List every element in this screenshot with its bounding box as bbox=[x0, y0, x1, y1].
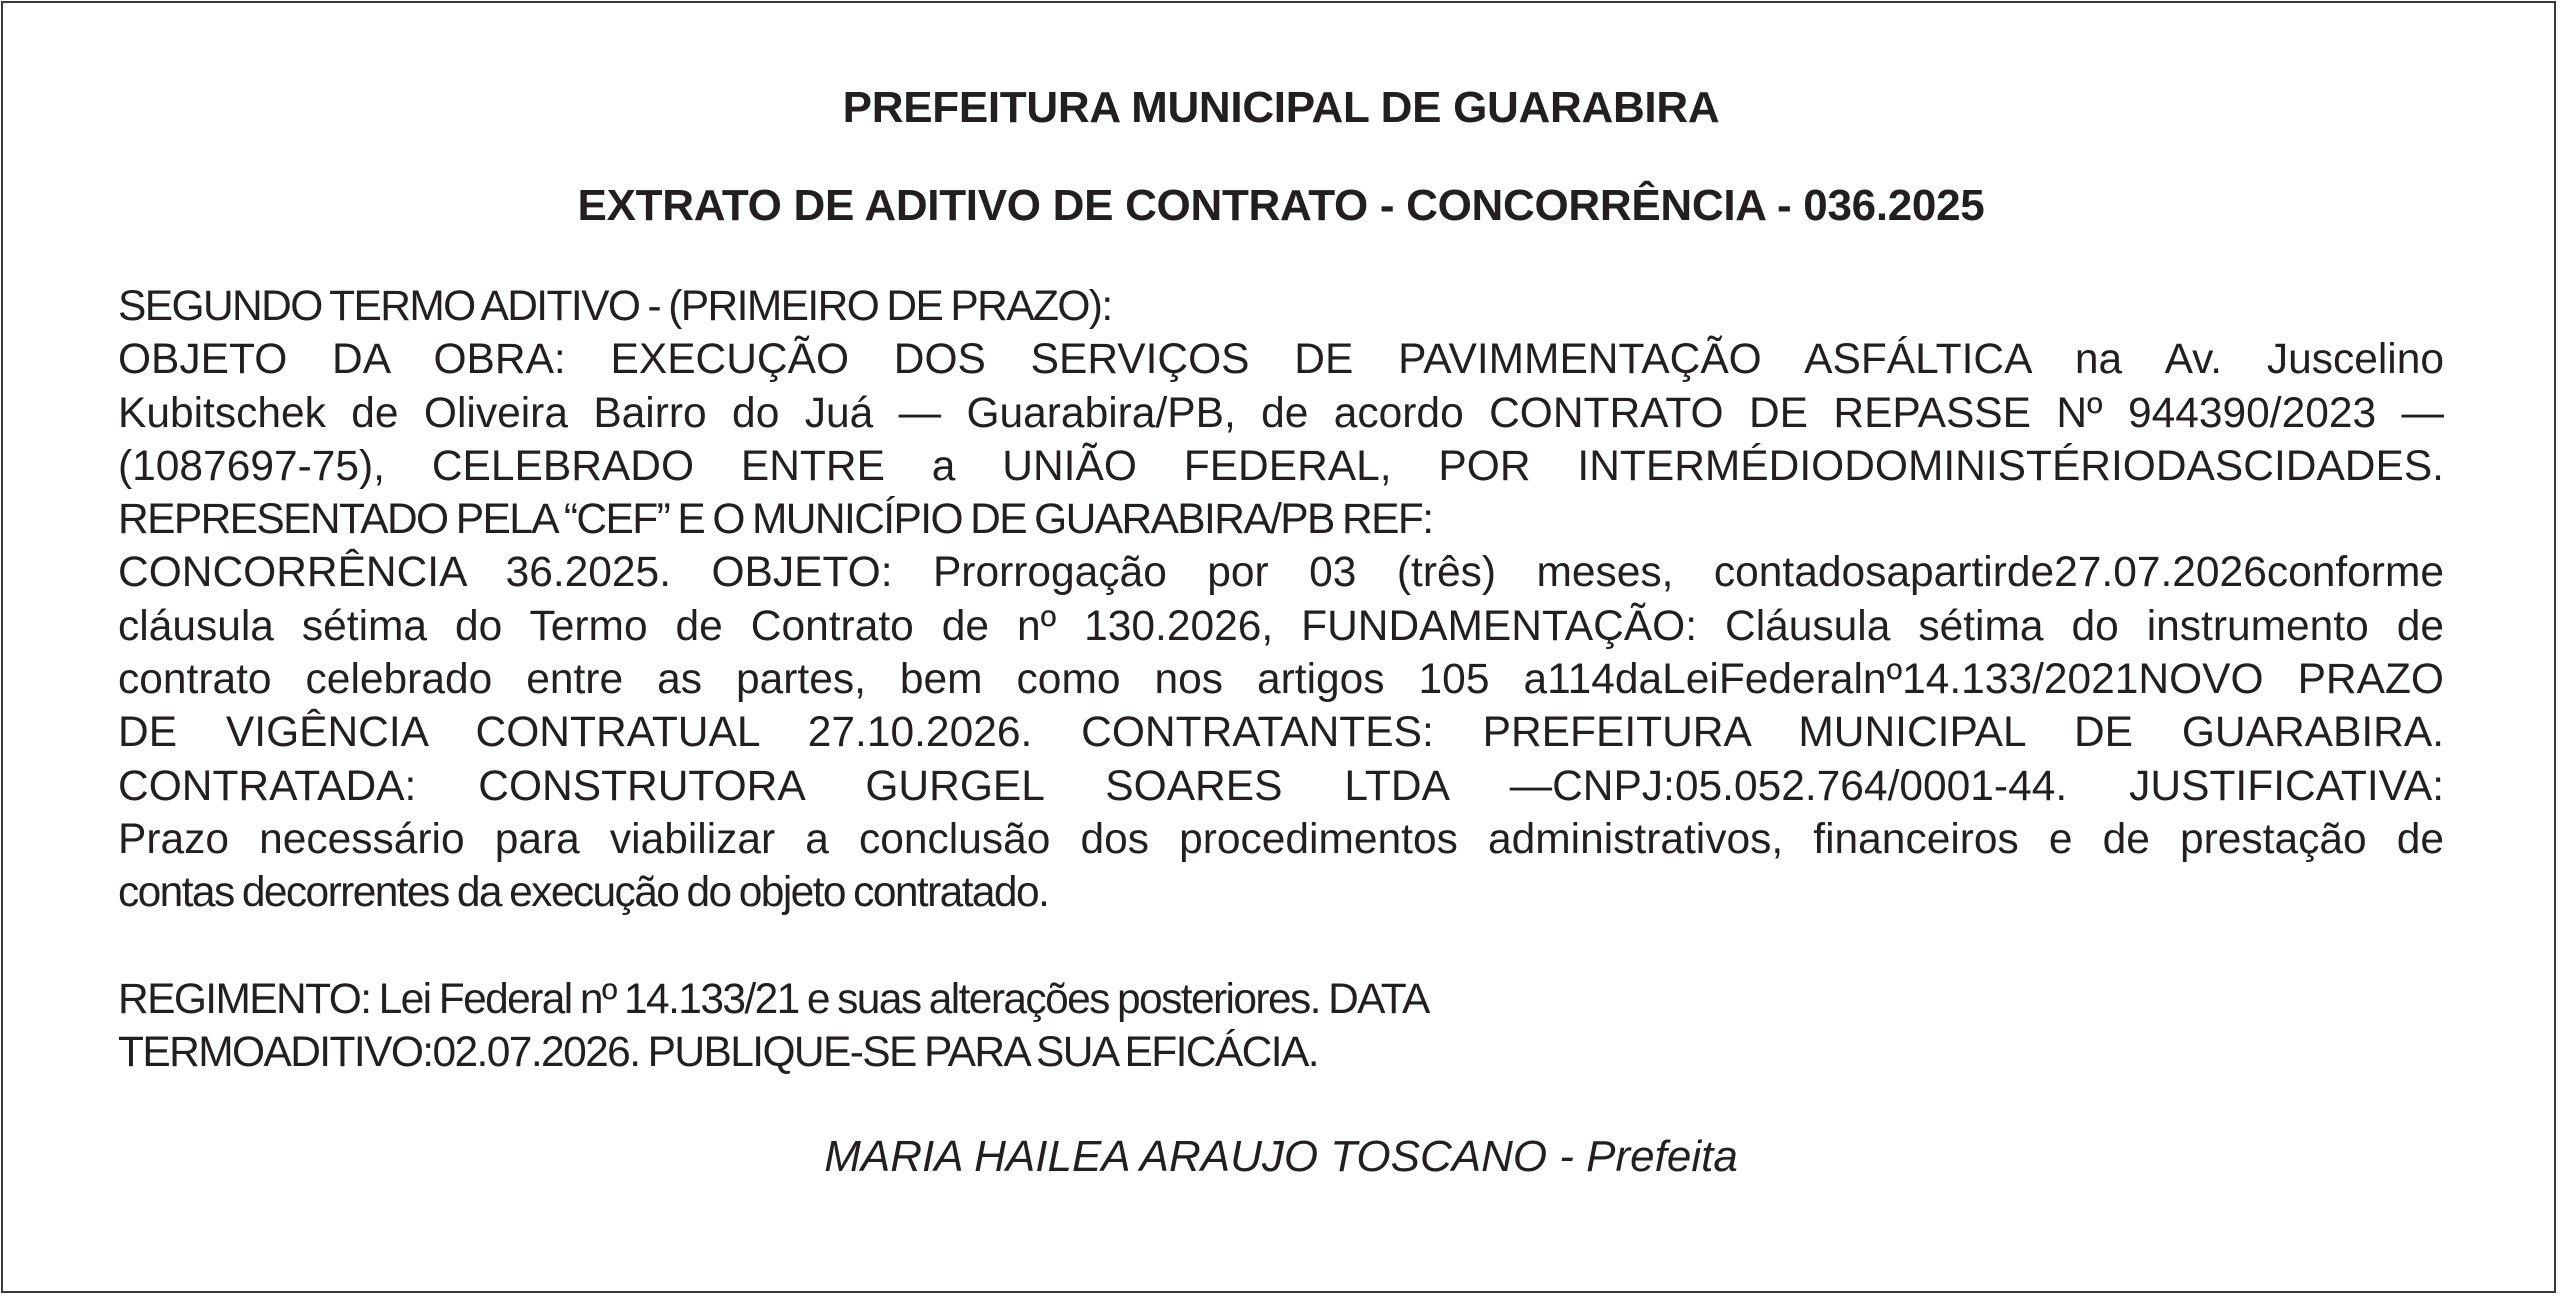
regimento-line: REGIMENTO: Lei Federal nº 14.133/21 e suas alterações posteriores. DATA bbox=[118, 975, 1429, 1023]
body-line: CONTRATADA: CONSTRUTORA GURGEL SOARES LTDA —CNPJ:05.052.764/0001-44. JUSTIFICATIVA: bbox=[118, 762, 2444, 810]
document-content bbox=[118, 80, 2444, 1185]
document-subtitle: EXTRATO DE ADITIVO DE CONTRATO - CONCORRÊNCIA - 036.2025 bbox=[577, 181, 1985, 230]
body-line: DE VIGÊNCIA CONTRATUAL 27.10.2026. CONTRATANTES: PREFEITURA MUNICIPAL DE GUARABIRA. bbox=[118, 709, 2444, 757]
contract-body bbox=[118, 280, 2444, 920]
body-line: (1087697-75), CELEBRADO ENTRE a UNIÃO FEDERAL, POR INTERMÉDIODOMINISTÉRIODASCIDADES. bbox=[118, 442, 2444, 490]
body-line: contas decorrentes da execução do objeto contratado. bbox=[118, 869, 1049, 917]
body-line: contrato celebrado entre as partes, bem como nos artigos 105 a114daLeiFederalnº14.133/2021NOVO PRAZO bbox=[118, 656, 2444, 704]
document-title: PREFEITURA MUNICIPAL DE GUARABIRA bbox=[842, 83, 1720, 132]
body-line: Prazo necessário para viabilizar a conclusão dos procedimentos administrativos, financeiros e de prestação de bbox=[118, 815, 2444, 863]
regimento-paragraph bbox=[118, 973, 2444, 1080]
body-line: CONCORRÊNCIA 36.2025. OBJETO: Prorrogação por 03 (três) meses, contadosapartirde27.07.2026conforme bbox=[118, 549, 2444, 597]
body-line: cláusula sétima do Termo de Contrato de nº 130.2026, FUNDAMENTAÇÃO: Cláusula sétima do instrumento de bbox=[118, 602, 2444, 650]
body-line: Kubitschek de Oliveira Bairro do Juá — Guarabira/PB, de acordo CONTRATO DE REPASSE Nº 944390/2023 — bbox=[118, 389, 2444, 437]
regimento-line: TERMOADITIVO:02.07.2026. PUBLIQUE-SE PARA SUA EFICÁCIA. bbox=[118, 1028, 1318, 1076]
body-line: OBJETO DA OBRA: EXECUÇÃO DOS SERVIÇOS DE PAVIMMENTAÇÃO ASFÁLTICA na Av. Juscelino bbox=[118, 336, 2444, 384]
body-line: REPRESENTADO PELA “CEF” E O MUNICÍPIO DE GUARABIRA/PB REF: bbox=[118, 496, 1433, 544]
signature: MARIA HAILEA ARAUJO TOSCANO - Prefeita bbox=[824, 1132, 1738, 1182]
body-line: SEGUNDO TERMO ADITIVO - (PRIMEIRO DE PRAZO): bbox=[118, 283, 1112, 330]
